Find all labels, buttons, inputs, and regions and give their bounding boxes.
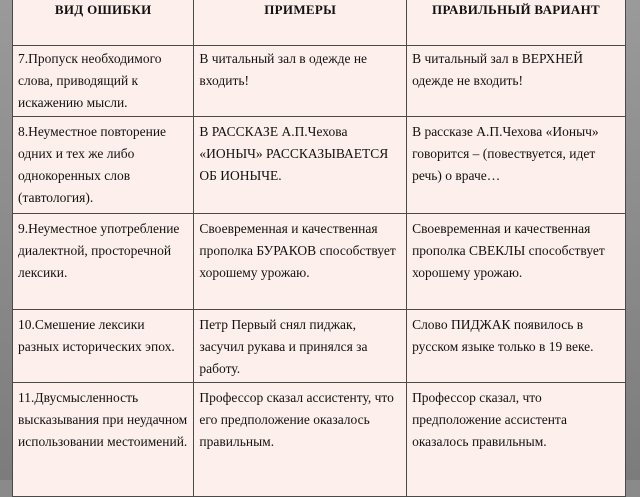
correct-cell: В рассказе А.П.Чехова «Ионыч» говорится – (повествуется, идет речь) о враче… <box>407 117 626 214</box>
error-type-cell: 9.Неуместное употребление диалектной, просторечной лексики. <box>13 214 194 310</box>
example-cell: В читальный зал в одежде не входить! <box>194 46 407 117</box>
error-type-cell: 7.Пропуск необходимого слова, приводящий к искажению мысли. <box>13 46 194 117</box>
header-examples: ПРИМЕРЫ <box>194 0 407 46</box>
table-row <box>13 117 626 214</box>
example-cell: Профессор сказал ассистенту, что его предположение оказалось правильным. <box>194 383 407 497</box>
table-row <box>13 214 626 310</box>
header-row <box>13 0 626 46</box>
example-cell: Своевременная и качественная прополка БУРАКОВ способствует хорошему урожаю. <box>194 214 407 310</box>
correct-cell: В читальный зал в ВЕРХНЕЙ одежде не входить! <box>407 46 626 117</box>
table-row <box>13 46 626 117</box>
correct-cell: Слово ПИДЖАК появилось в русском языке только в 19 веке. <box>407 310 626 383</box>
errors-table <box>12 0 626 497</box>
error-type-cell: 10.Смешение лексики разных исторических эпох. <box>13 310 194 383</box>
correct-cell: Своевременная и качественная прополка СВЕКЛЫ способствует хорошему урожаю. <box>407 214 626 310</box>
example-cell: Петр Первый снял пиджак, засучил рукава и принялся за работу. <box>194 310 407 383</box>
example-cell: В РАССКАЗЕ А.П.Чехова «ИОНЫЧ» РАССКАЗЫВАЕТСЯ ОБ ИОНЫЧЕ. <box>194 117 407 214</box>
error-type-cell: 11.Двусмысленность высказывания при неудачном использовании местоимений. <box>13 383 194 497</box>
error-type-cell: 8.Неуместное повторение одних и тех же либо однокоренных слов (тавтология). <box>13 117 194 214</box>
table-row <box>13 383 626 497</box>
correct-cell: Профессор сказал, что предположение ассистента оказалось правильным. <box>407 383 626 497</box>
header-error-type: ВИД ОШИБКИ <box>13 0 194 46</box>
header-correct-variant: ПРАВИЛЬНЫЙ ВАРИАНТ <box>407 0 626 46</box>
table-row <box>13 310 626 383</box>
